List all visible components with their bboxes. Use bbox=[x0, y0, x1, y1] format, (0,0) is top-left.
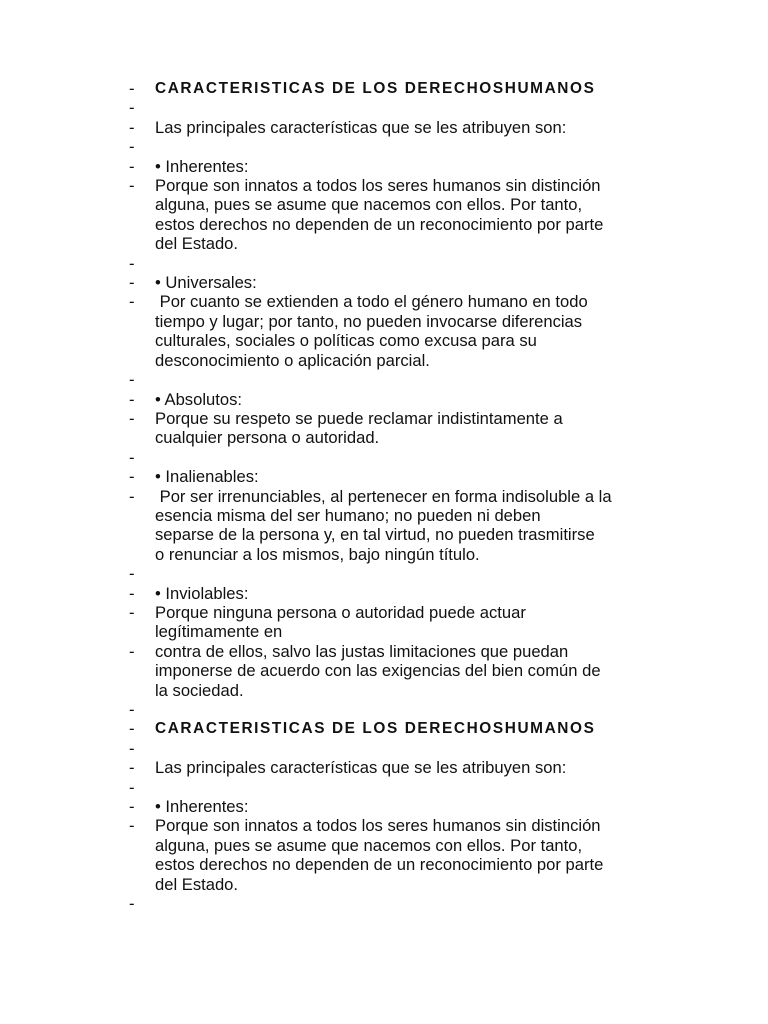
dash-marker: - bbox=[129, 156, 135, 176]
dash-marker: - bbox=[129, 564, 135, 584]
dash-marker: - bbox=[129, 777, 135, 797]
line-text: contra de ellos, salvo las justas limitaciones que puedan imponerse de acuerdo con las exigencias del bien común de la sociedad. bbox=[155, 641, 601, 700]
dash-marker: - bbox=[129, 641, 135, 661]
dash-marker: - bbox=[129, 797, 135, 817]
line-text: Por ser irrenunciables, al pertenecer en forma indisoluble a la esencia misma del ser humano; no pueden ni deben separse de la persona y, en tal virtud, no pueden trasmitirse o renunciar a los mismos, bajo ningún título. bbox=[155, 486, 612, 564]
dash-marker: - bbox=[129, 117, 135, 137]
dash-marker: - bbox=[129, 467, 135, 487]
line-text: Por cuanto se extienden a todo el género humano en todo tiempo y lugar; por tanto, no pueden invocarse diferencias culturales, sociales o políticas como excusa para su desconocimiento o aplicación parcial. bbox=[155, 292, 588, 370]
blank-line bbox=[129, 739, 729, 758]
paragraph-line bbox=[129, 176, 729, 254]
dash-marker: - bbox=[129, 98, 135, 118]
line-text: Porque ninguna persona o autoridad puede actuar legítimamente en bbox=[155, 602, 526, 642]
dash-marker: - bbox=[129, 719, 135, 739]
dash-marker: - bbox=[129, 816, 135, 836]
paragraph-line bbox=[129, 118, 729, 137]
dash-marker: - bbox=[129, 370, 135, 390]
dash-marker: - bbox=[129, 486, 135, 506]
blank-line bbox=[129, 894, 729, 913]
paragraph-line bbox=[129, 758, 729, 777]
blank-line bbox=[129, 448, 729, 467]
line-text: • Inherentes: bbox=[155, 797, 249, 817]
dash-marker: - bbox=[129, 408, 135, 428]
blank-line bbox=[129, 564, 729, 583]
paragraph-line bbox=[129, 642, 729, 700]
line-text: • Universales: bbox=[155, 273, 257, 293]
paragraph-line bbox=[129, 816, 729, 894]
paragraph-line bbox=[129, 487, 729, 565]
line-text: Las principales características que se les atribuyen son: bbox=[155, 758, 567, 778]
paragraph-line bbox=[129, 292, 729, 370]
paragraph-line bbox=[129, 157, 729, 176]
line-text: Las principales características que se les atribuyen son: bbox=[155, 117, 567, 137]
document-body bbox=[129, 79, 729, 913]
dash-marker: - bbox=[129, 389, 135, 409]
paragraph-line bbox=[129, 584, 729, 603]
blank-line bbox=[129, 778, 729, 797]
dash-marker: - bbox=[129, 176, 135, 196]
dash-marker: - bbox=[129, 253, 135, 273]
line-text: • Inalienables: bbox=[155, 467, 259, 487]
dash-marker: - bbox=[129, 602, 135, 622]
line-text: • Inherentes: bbox=[155, 156, 249, 176]
dash-marker: - bbox=[129, 758, 135, 778]
line-text: Porque son innatos a todos los seres humanos sin distinción alguna, pues se asume que nacemos con ellos. Por tanto, estos derechos no dependen de un reconocimiento por parte del Estado. bbox=[155, 816, 604, 894]
paragraph-line bbox=[129, 409, 729, 448]
dash-marker: - bbox=[129, 894, 135, 914]
paragraph-line bbox=[129, 603, 729, 642]
line-text: Porque son innatos a todos los seres humanos sin distinción alguna, pues se asume que nacemos con ellos. Por tanto, estos derechos no dependen de un reconocimiento por parte del Estado. bbox=[155, 176, 604, 254]
paragraph-line bbox=[129, 467, 729, 486]
dash-marker: - bbox=[129, 583, 135, 603]
section-heading-line bbox=[129, 719, 729, 738]
blank-line bbox=[129, 137, 729, 156]
heading-text: CARACTERISTICAS DE LOS DERECHOSHUMANOS bbox=[155, 720, 596, 738]
section-heading-line bbox=[129, 79, 729, 98]
line-text: • Inviolables: bbox=[155, 583, 249, 603]
dash-marker: - bbox=[129, 292, 135, 312]
dash-marker: - bbox=[129, 79, 135, 98]
paragraph-line bbox=[129, 273, 729, 292]
dash-marker: - bbox=[129, 700, 135, 719]
blank-line bbox=[129, 700, 729, 719]
paragraph-line bbox=[129, 390, 729, 409]
line-text: Porque su respeto se puede reclamar indistintamente a cualquier persona o autoridad. bbox=[155, 408, 563, 448]
dash-marker: - bbox=[129, 447, 135, 467]
dash-marker: - bbox=[129, 273, 135, 293]
blank-line bbox=[129, 370, 729, 389]
dash-marker: - bbox=[129, 738, 135, 758]
paragraph-line bbox=[129, 797, 729, 816]
blank-line bbox=[129, 254, 729, 273]
heading-text: CARACTERISTICAS DE LOS DERECHOSHUMANOS bbox=[155, 80, 596, 97]
blank-line bbox=[129, 98, 729, 117]
dash-marker: - bbox=[129, 137, 135, 157]
line-text: • Absolutos: bbox=[155, 389, 242, 409]
